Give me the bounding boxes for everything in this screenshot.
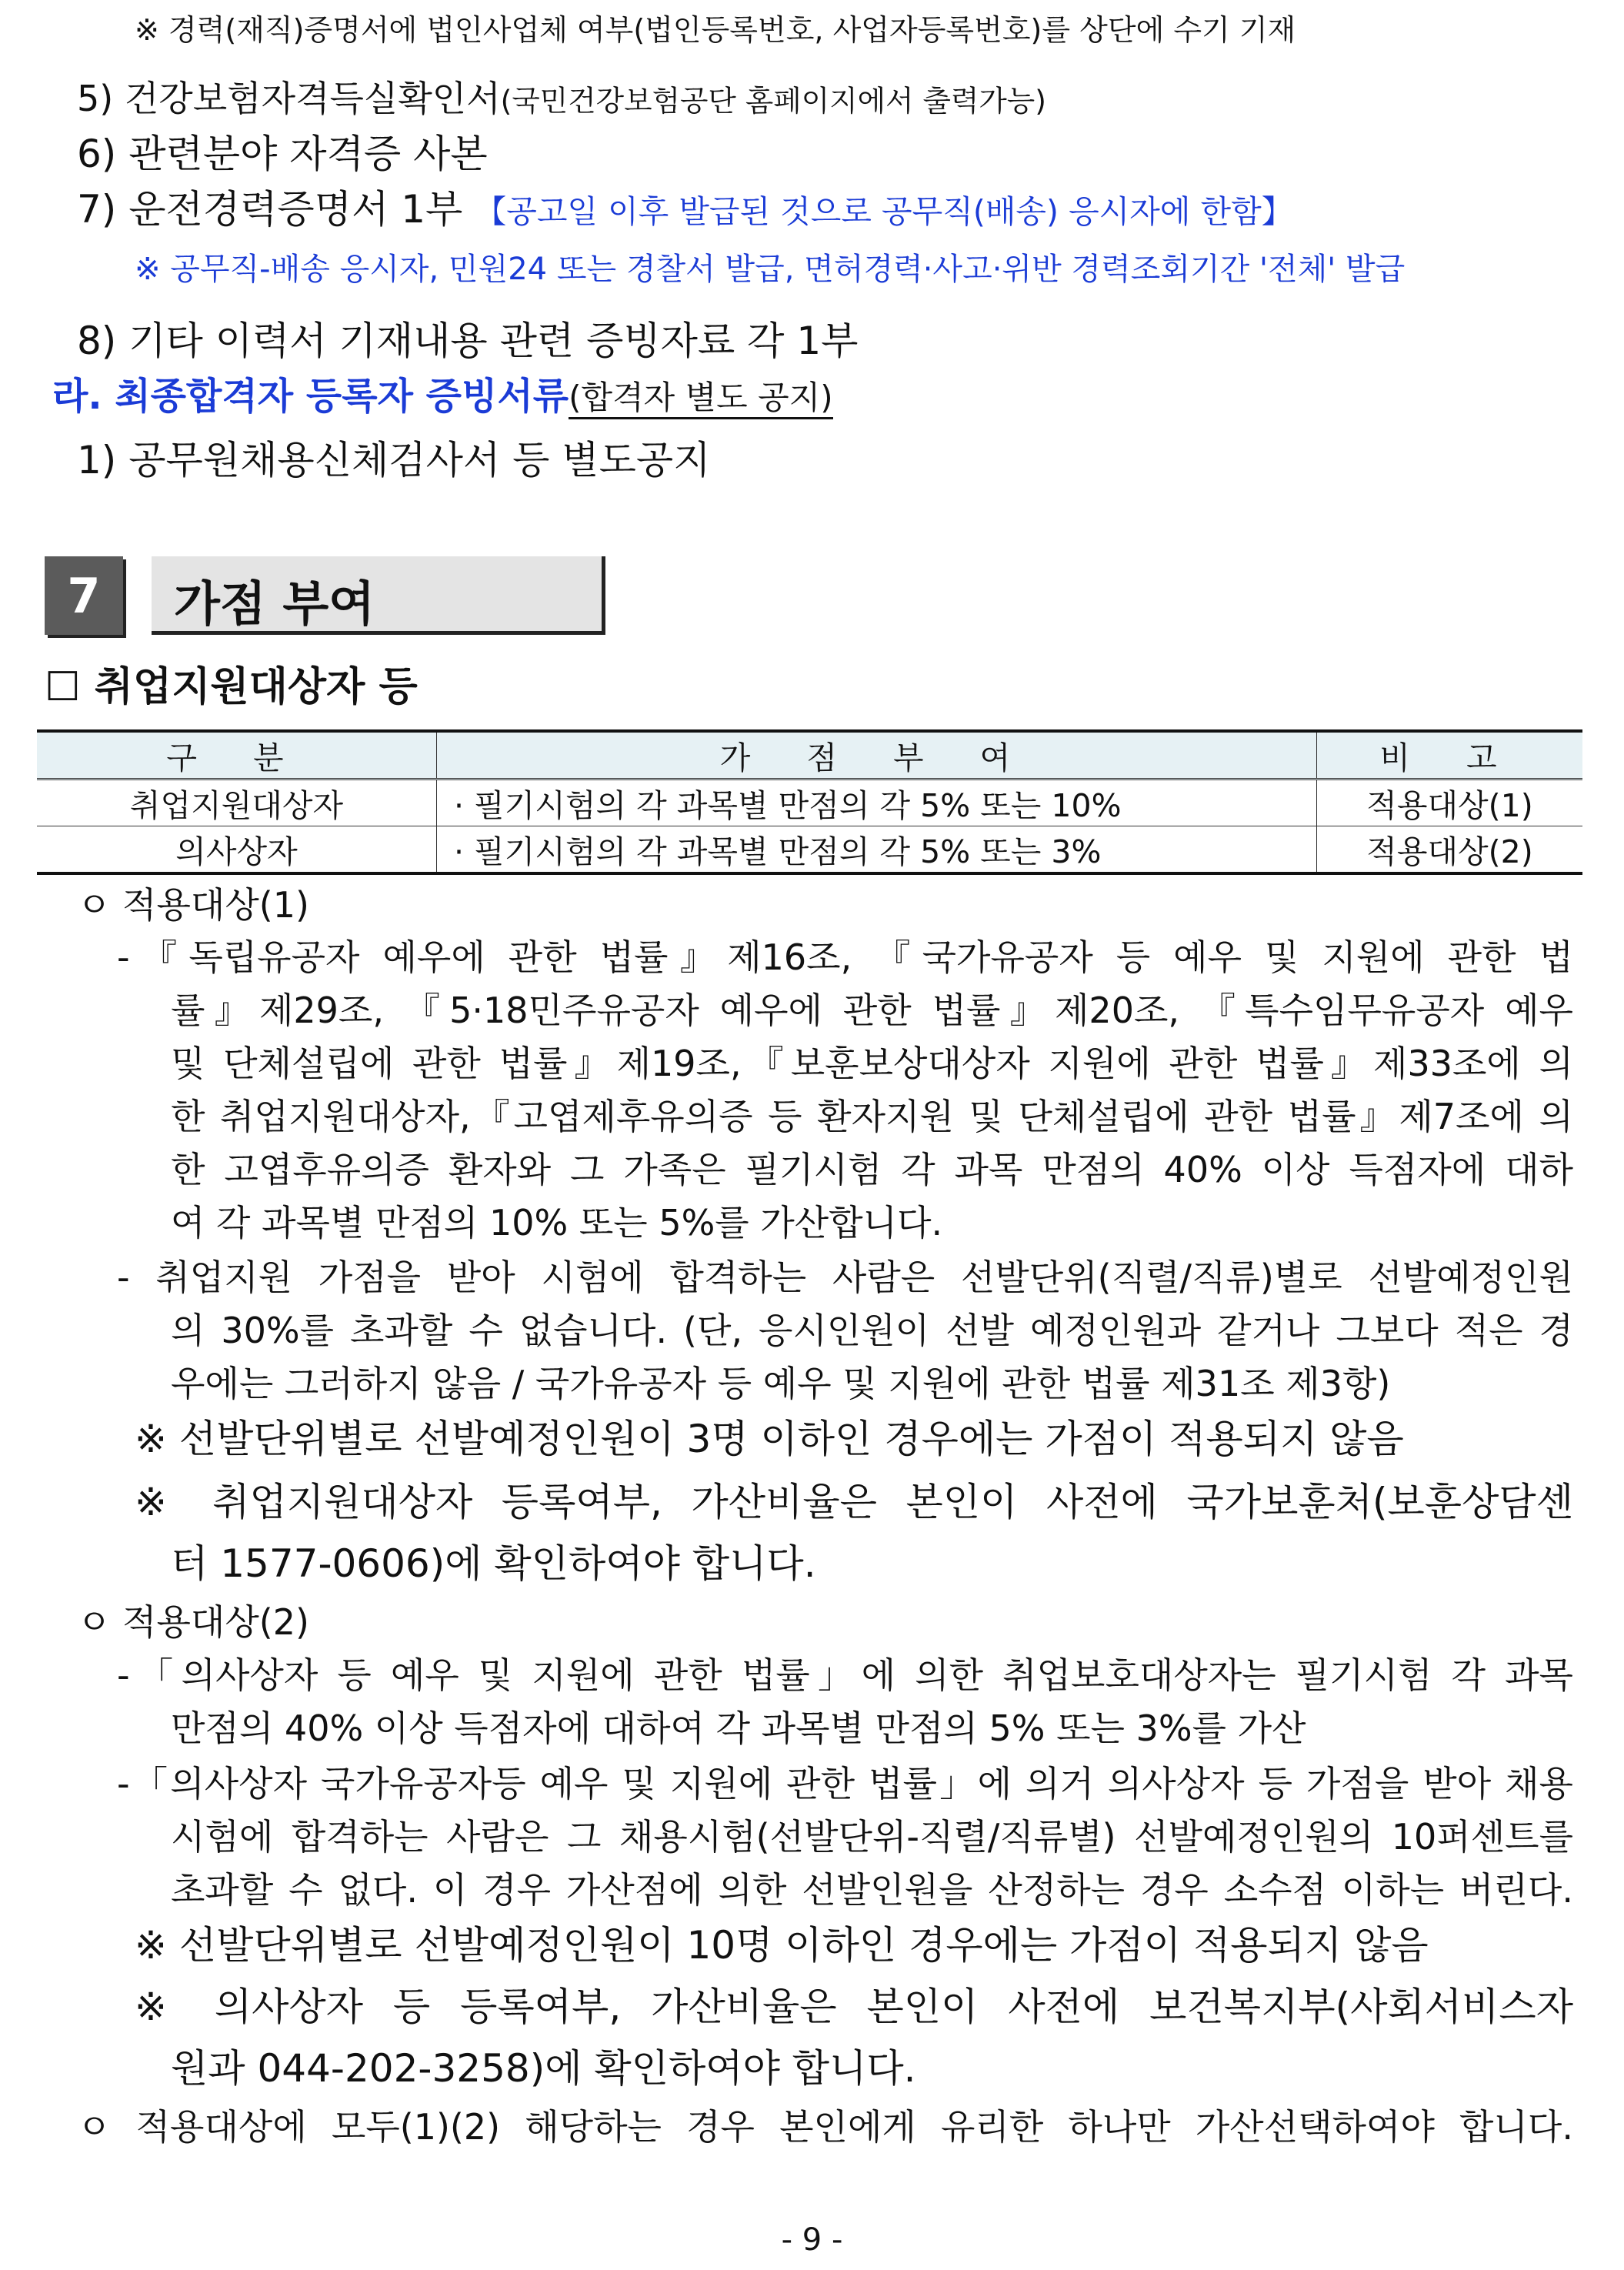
doc-item-7-note: ※ 공무직-배송 응시자, 민원24 또는 경찰서 발급, 면허경력·사고·위반 경력조회기간 '전체' 발급 (135, 252, 1406, 287)
target1-note-contact: 터 1577-0606)에 확인하여야 합니다. (171, 1541, 816, 1586)
final-docs-item-1: 1) 공무원채용신체검사서 등 별도공지 (77, 438, 711, 482)
duplicate-eligibility-note: ㅇ 적용대상에 모두(1)(2) 해당하는 경우 본인에게 유리한 하나만 가산선택하여야 합니다. (77, 2106, 1573, 2148)
target1-para1-line: 률』제29조, 『5·18민주유공자 예우에 관한 법률』제20조, 『특수임무유공자 예우 (171, 990, 1573, 1031)
doc-item-7-restriction: 【공고일 이후 발급된 것으로 공무직(배송) 응시자에 한함】 (475, 193, 1293, 230)
target1-para1-line: 여 각 과목별 만점의 10% 또는 5%를 가산합니다. (171, 1202, 943, 1243)
target2-para2-line: 초과할 수 없다. 이 경우 가산점에 의한 선발인원을 산정하는 경우 소수점 이하는 버린다. (171, 1869, 1573, 1911)
subsection-title: 취업지원대상자 등 (94, 664, 418, 710)
doc-item-6: 6) 관련분야 자격증 사본 (77, 132, 488, 176)
target2-para2-line: 시험에 합격하는 사람은 그 채용시험(선발단위-직렬/직류별) 선발예정인원의 10퍼센트를 (171, 1816, 1573, 1858)
doc-item-7-main: 7) 운전경력증명서 1부 (77, 187, 475, 232)
table-header-row (37, 731, 1582, 779)
table-header: 구 분 (37, 731, 437, 779)
target1-para1-line: 한 취업지원대상자,『고엽제후유의증 등 환자지원 및 단체설립에 관한 법률』제7조에 의 (171, 1096, 1573, 1137)
table-header: 가 점 부 여 (437, 731, 1317, 779)
table-cell: 적용대상(2) (1317, 826, 1583, 874)
employment-certificate-note: ※ 경력(재직)증명서에 법인사업체 여부(법인등록번호, 사업자등록번호)를 상단에 수기 기재 (135, 13, 1296, 47)
target1-note-threshold: ※ 선발단위별로 선발예정인원이 3명 이하인 경우에는 가점이 적용되지 않음 (135, 1417, 1404, 1461)
table-row (37, 779, 1582, 826)
target1-heading: ㅇ 적용대상(1) (77, 884, 309, 926)
target1-para2-line: 우에는 그러하지 않음 / 국가유공자 등 예우 및 지원에 관한 법률 제31조 제3항) (171, 1363, 1391, 1404)
target2-para1-line: 만점의 40% 이상 득점자에 대하여 각 과목별 만점의 5% 또는 3%를 가산 (171, 1708, 1306, 1749)
doc-item-5-main: 5) 건강보험자격득실확인서 (77, 78, 501, 119)
target2-para2-line: -「의사상자 국가유공자등 예우 및 지원에 관한 법률」에 의거 의사상자 등 가점을 받아 채용 (117, 1763, 1573, 1804)
final-docs-title: 라. 최종합격자 등록자 증빙서류 (52, 375, 569, 418)
table-row (37, 826, 1582, 874)
checkbox-icon: ☐ (45, 664, 81, 710)
table-header: 비 고 (1317, 731, 1583, 779)
target2-heading: ㅇ 적용대상(2) (77, 1601, 309, 1643)
table-cell: · 필기시험의 각 과목별 만점의 각 5% 또는 3% (437, 826, 1317, 874)
target1-para2-line: - 취업지원 가점을 받아 시험에 합격하는 사람은 선발단위(직렬/직류)별로 선발예정인원 (117, 1257, 1573, 1298)
doc-item-7 (77, 179, 1293, 234)
target1-para1-line: 및 단체설립에 관한 법률』제19조,『보훈보상대상자 지원에 관한 법률』제33조에 의 (171, 1043, 1573, 1084)
target1-para1-line: 한 고엽후유의증 환자와 그 가족은 필기시험 각 과목 만점의 40% 이상 득점자에 대하 (171, 1149, 1573, 1190)
section-number: 7 (45, 556, 123, 635)
final-docs-note: (합격자 별도 공지) (569, 379, 832, 419)
target1-note-contact: ※ 취업지원대상자 등록여부, 가산비율은 본인이 사전에 국가보훈처(보훈상담센 (135, 1480, 1573, 1524)
target2-para1-line: -「의사상자 등 예우 및 지원에 관한 법률」에 의한 취업보호대상자는 필기시험 각 과목 (117, 1654, 1573, 1696)
section-title: 가점 부여 (174, 576, 375, 632)
target1-para2-line: 의 30%를 초과할 수 없습니다. (단, 응시인원이 선발 예정인원과 같거나 그보다 적은 경 (171, 1310, 1573, 1351)
table-cell: 취업지원대상자 (37, 779, 437, 826)
page-number: - 9 - (781, 2222, 843, 2258)
table-cell: 적용대상(1) (1317, 779, 1583, 826)
doc-item-5-note: (국민건강보험공단 홈페이지에서 출력가능) (500, 84, 1046, 118)
target2-note-threshold: ※ 선발단위별로 선발예정인원이 10명 이하인 경우에는 가점이 적용되지 않음 (135, 1923, 1429, 1968)
table-cell: 의사상자 (37, 826, 437, 874)
doc-item-5 (77, 71, 1046, 122)
doc-item-8: 8) 기타 이력서 기재내용 관련 증빙자료 각 1부 (77, 319, 859, 363)
target2-note-contact: 원과 044-202-3258)에 확인하여야 합니다. (171, 2046, 916, 2091)
table-cell: · 필기시험의 각 과목별 만점의 각 5% 또는 10% (437, 779, 1317, 826)
target1-para1-line: -『독립유공자 예우에 관한 법률』제16조, 『국가유공자 등 예우 및 지원에 관한 법 (117, 936, 1573, 978)
subsection-heading (45, 654, 418, 712)
final-docs-heading (52, 366, 833, 419)
target2-note-contact: ※ 의사상자 등 등록여부, 가산비율은 본인이 사전에 보건복지부(사회서비스자 (135, 1985, 1573, 2029)
bonus-table (37, 729, 1582, 875)
